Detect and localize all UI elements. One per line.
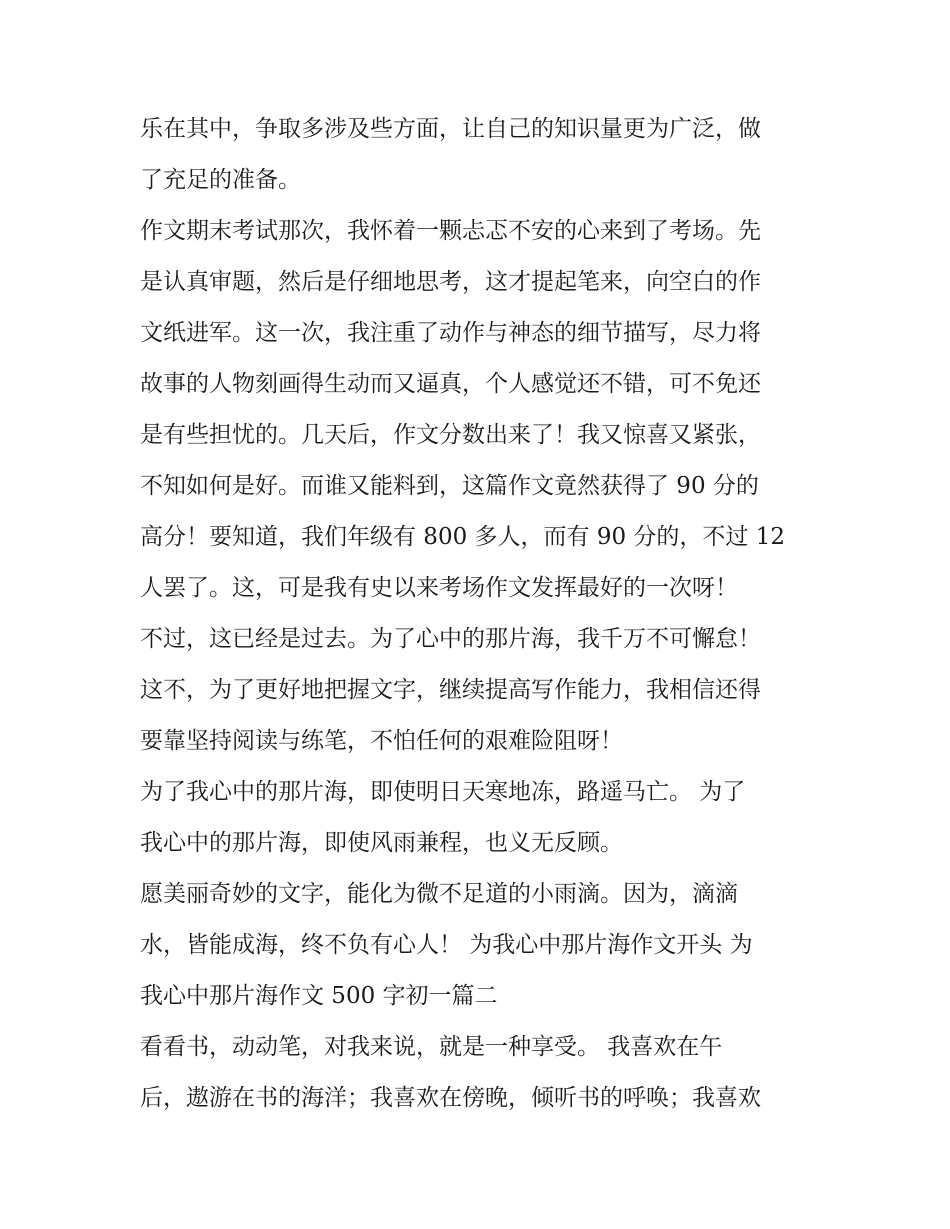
text-line: 看看书，动动笔，对我来说，就是一种享受。 我喜欢在午 (140, 1034, 723, 1060)
text-line: 乐在其中，争取多涉及些方面，让自己的知识量更为广泛，做 (140, 116, 761, 142)
text-line: 了充足的准备。 (140, 167, 301, 193)
text-line: 文纸进军。这一次，我注重了动作与神态的细节描写，尽力将 (140, 320, 761, 346)
text-line: 人罢了。这，可是我有史以来考场作文发挥最好的一次呀！ (140, 575, 738, 601)
text-line: 是认真审题，然后是仔细地思考，这才提起笔来，向空白的作 (140, 269, 761, 295)
text-line: 这不，为了更好地把握文字，继续提高写作能力，我相信还得 (140, 677, 761, 703)
text-line: 要靠坚持阅读与练笔，不怕任何的艰难险阻呀！ (140, 728, 623, 754)
text-line: 高分！要知道，我们年级有 800 多人，而有 90 分的，不过 12 (140, 524, 785, 550)
essay-text (140, 104, 820, 1124)
text-line: 我心中的那片海，即使风雨兼程，也义无反顾。 (140, 830, 623, 856)
text-line: 不过，这已经是过去。为了心中的那片海，我千万不可懈怠！ (140, 626, 761, 652)
text-line: 作文期末考试那次，我怀着一颗忐忑不安的心来到了考场。先 (140, 218, 761, 244)
text-line: 不知如何是好。而谁又能料到，这篇作文竟然获得了 90 分的 (140, 473, 759, 499)
text-line: 是有些担忧的。几天后，作文分数出来了！我又惊喜又紧张， (140, 422, 761, 448)
text-line: 为了我心中的那片海，即使明日天寒地冻，路遥马亡。 为了 (140, 779, 746, 805)
text-line: 愿美丽奇妙的文字，能化为微不足道的小雨滴。因为，滴滴 (140, 881, 738, 907)
text-line: 水，皆能成海，终不负有心人！ 为我心中那片海作文开头 为 (140, 932, 753, 958)
text-line: 后，遨游在书的海洋；我喜欢在傍晚，倾听书的呼唤；我喜欢 (140, 1085, 761, 1111)
text-line: 故事的人物刻画得生动而又逼真，个人感觉还不错，可不免还 (140, 371, 761, 397)
text-line: 我心中那片海作文 500 字初一篇二 (140, 983, 498, 1009)
